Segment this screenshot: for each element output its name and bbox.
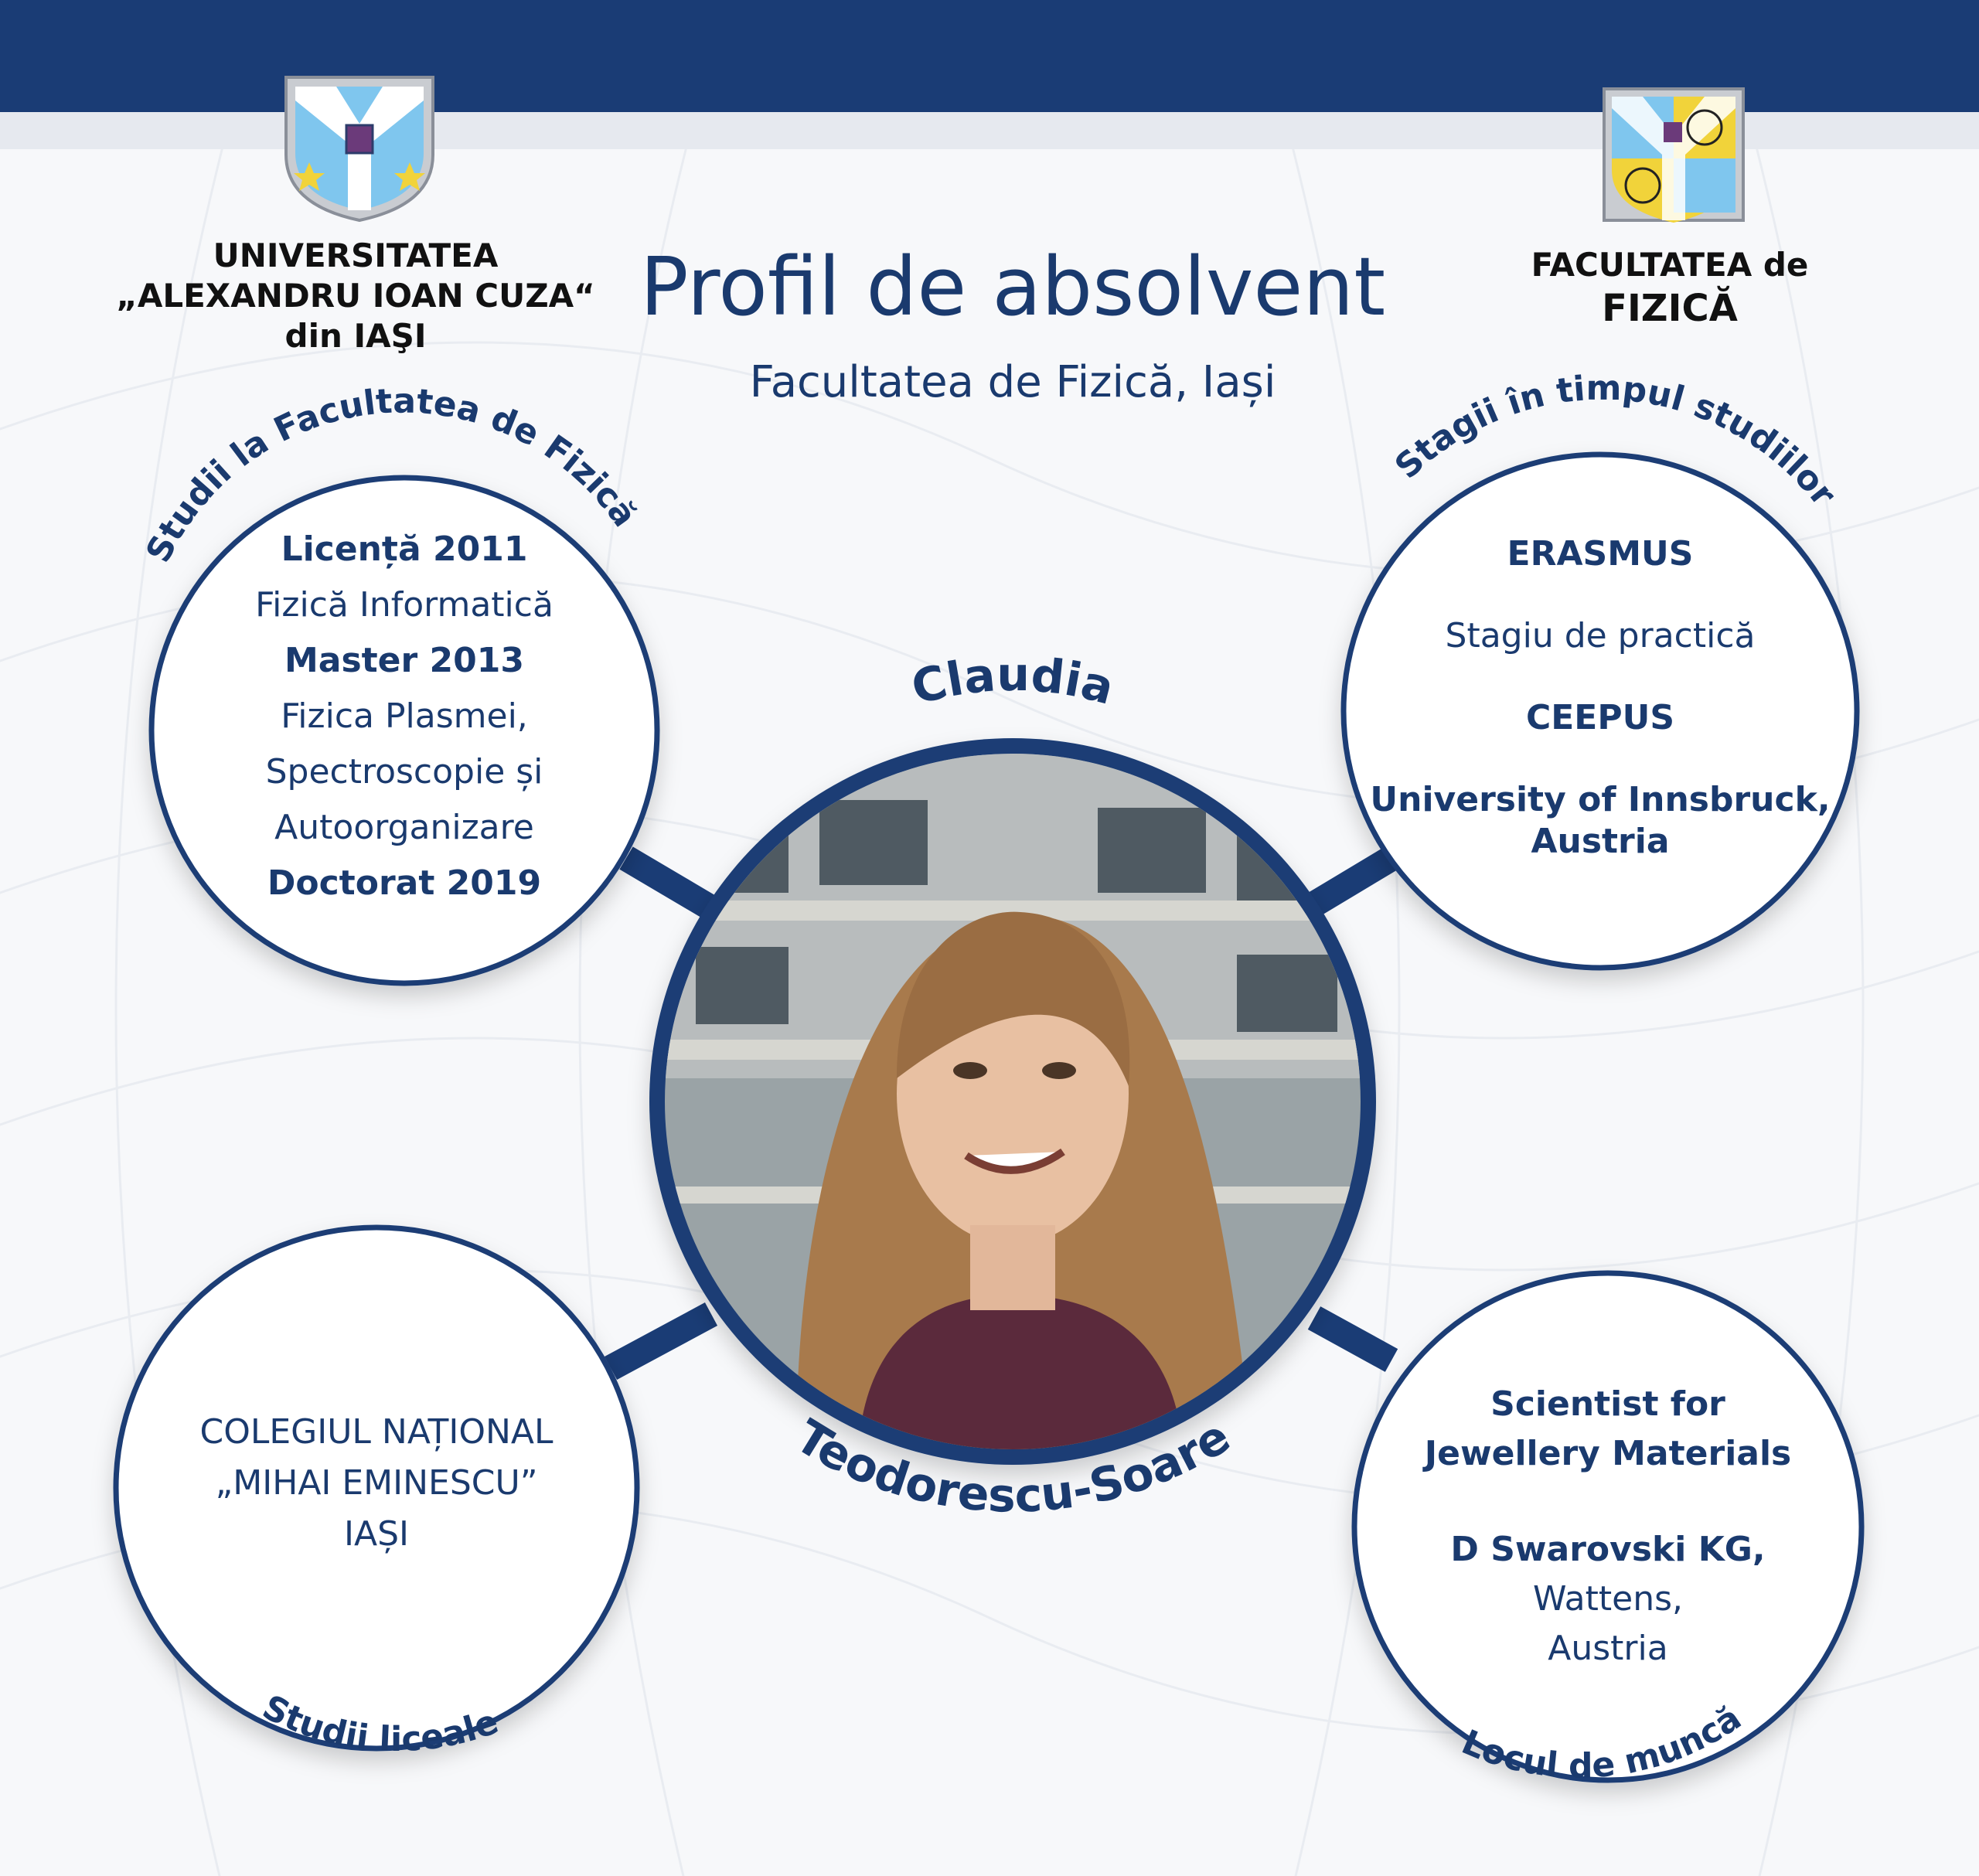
program1-name: ERASMUS [1507,534,1694,574]
studies-content [172,522,636,911]
connector-bottom-right [1314,1318,1391,1360]
connector-bottom-left [611,1314,711,1368]
last-name-label: Teodorescu-Soare [785,1409,1240,1524]
page-subtitle: Facultatea de Fizică, Iași [749,357,1276,407]
master-field-line: Fizica Plasmei, [281,696,528,736]
master-field-line: Autoorganizare [274,808,534,847]
internships-arc-label: Stagii în timpul studiilor [1387,368,1844,514]
highschool-content [145,1407,608,1560]
connector-top-left [626,858,711,908]
internships-content [1368,533,1832,863]
first-name-label: Claudia [906,648,1119,716]
master-year: Master 2013 [284,641,525,680]
role-line: Scientist for [1490,1384,1725,1424]
doctorat-year: Doctorat 2019 [267,863,542,903]
highschool-line: COLEGIUL NAȚIONAL [199,1412,554,1452]
company-city: Wattens, [1532,1579,1684,1619]
page-title: Profil de absolvent [639,240,1386,334]
program2-name: CEEPUS [1525,698,1675,737]
profile-photo [665,754,1361,1449]
company-name: D Swarovski KG, [1450,1530,1766,1569]
faculty-name-line1: FACULTATEA de [1531,246,1809,284]
highschool-line: IAȘI [344,1514,409,1554]
studies-arc-label: Studii la Facultatea de Fizică [138,381,645,569]
university-name-line: din IAŞI [284,317,427,355]
workplace-content [1376,1380,1840,1673]
master-field-line: Spectroscopie și [265,752,543,792]
program2-desc-line: Austria [1531,822,1670,861]
highschool-line: „MIHAI EMINESCU” [215,1463,538,1503]
faculty-name-line2: FIZICĂ [1602,287,1738,330]
university-name-line: UNIVERSITATEA [213,237,499,274]
company-country: Austria [1548,1629,1668,1668]
workplace-arc-label: Locul de muncă [1456,1697,1749,1786]
licenta-year: Licență 2011 [281,529,528,569]
role-line: Jewellery Materials [1424,1434,1792,1473]
university-name-line: „ALEXANDRU IOAN CUZA“ [116,277,595,315]
highschool-arc-label: Studii liceale [256,1687,504,1760]
program1-desc: Stagiu de practică [1445,616,1756,655]
licenta-field: Fizică Informatică [255,585,554,625]
program2-desc-line: University of Innsbruck, [1370,780,1831,819]
connector-top-right [1314,858,1391,904]
